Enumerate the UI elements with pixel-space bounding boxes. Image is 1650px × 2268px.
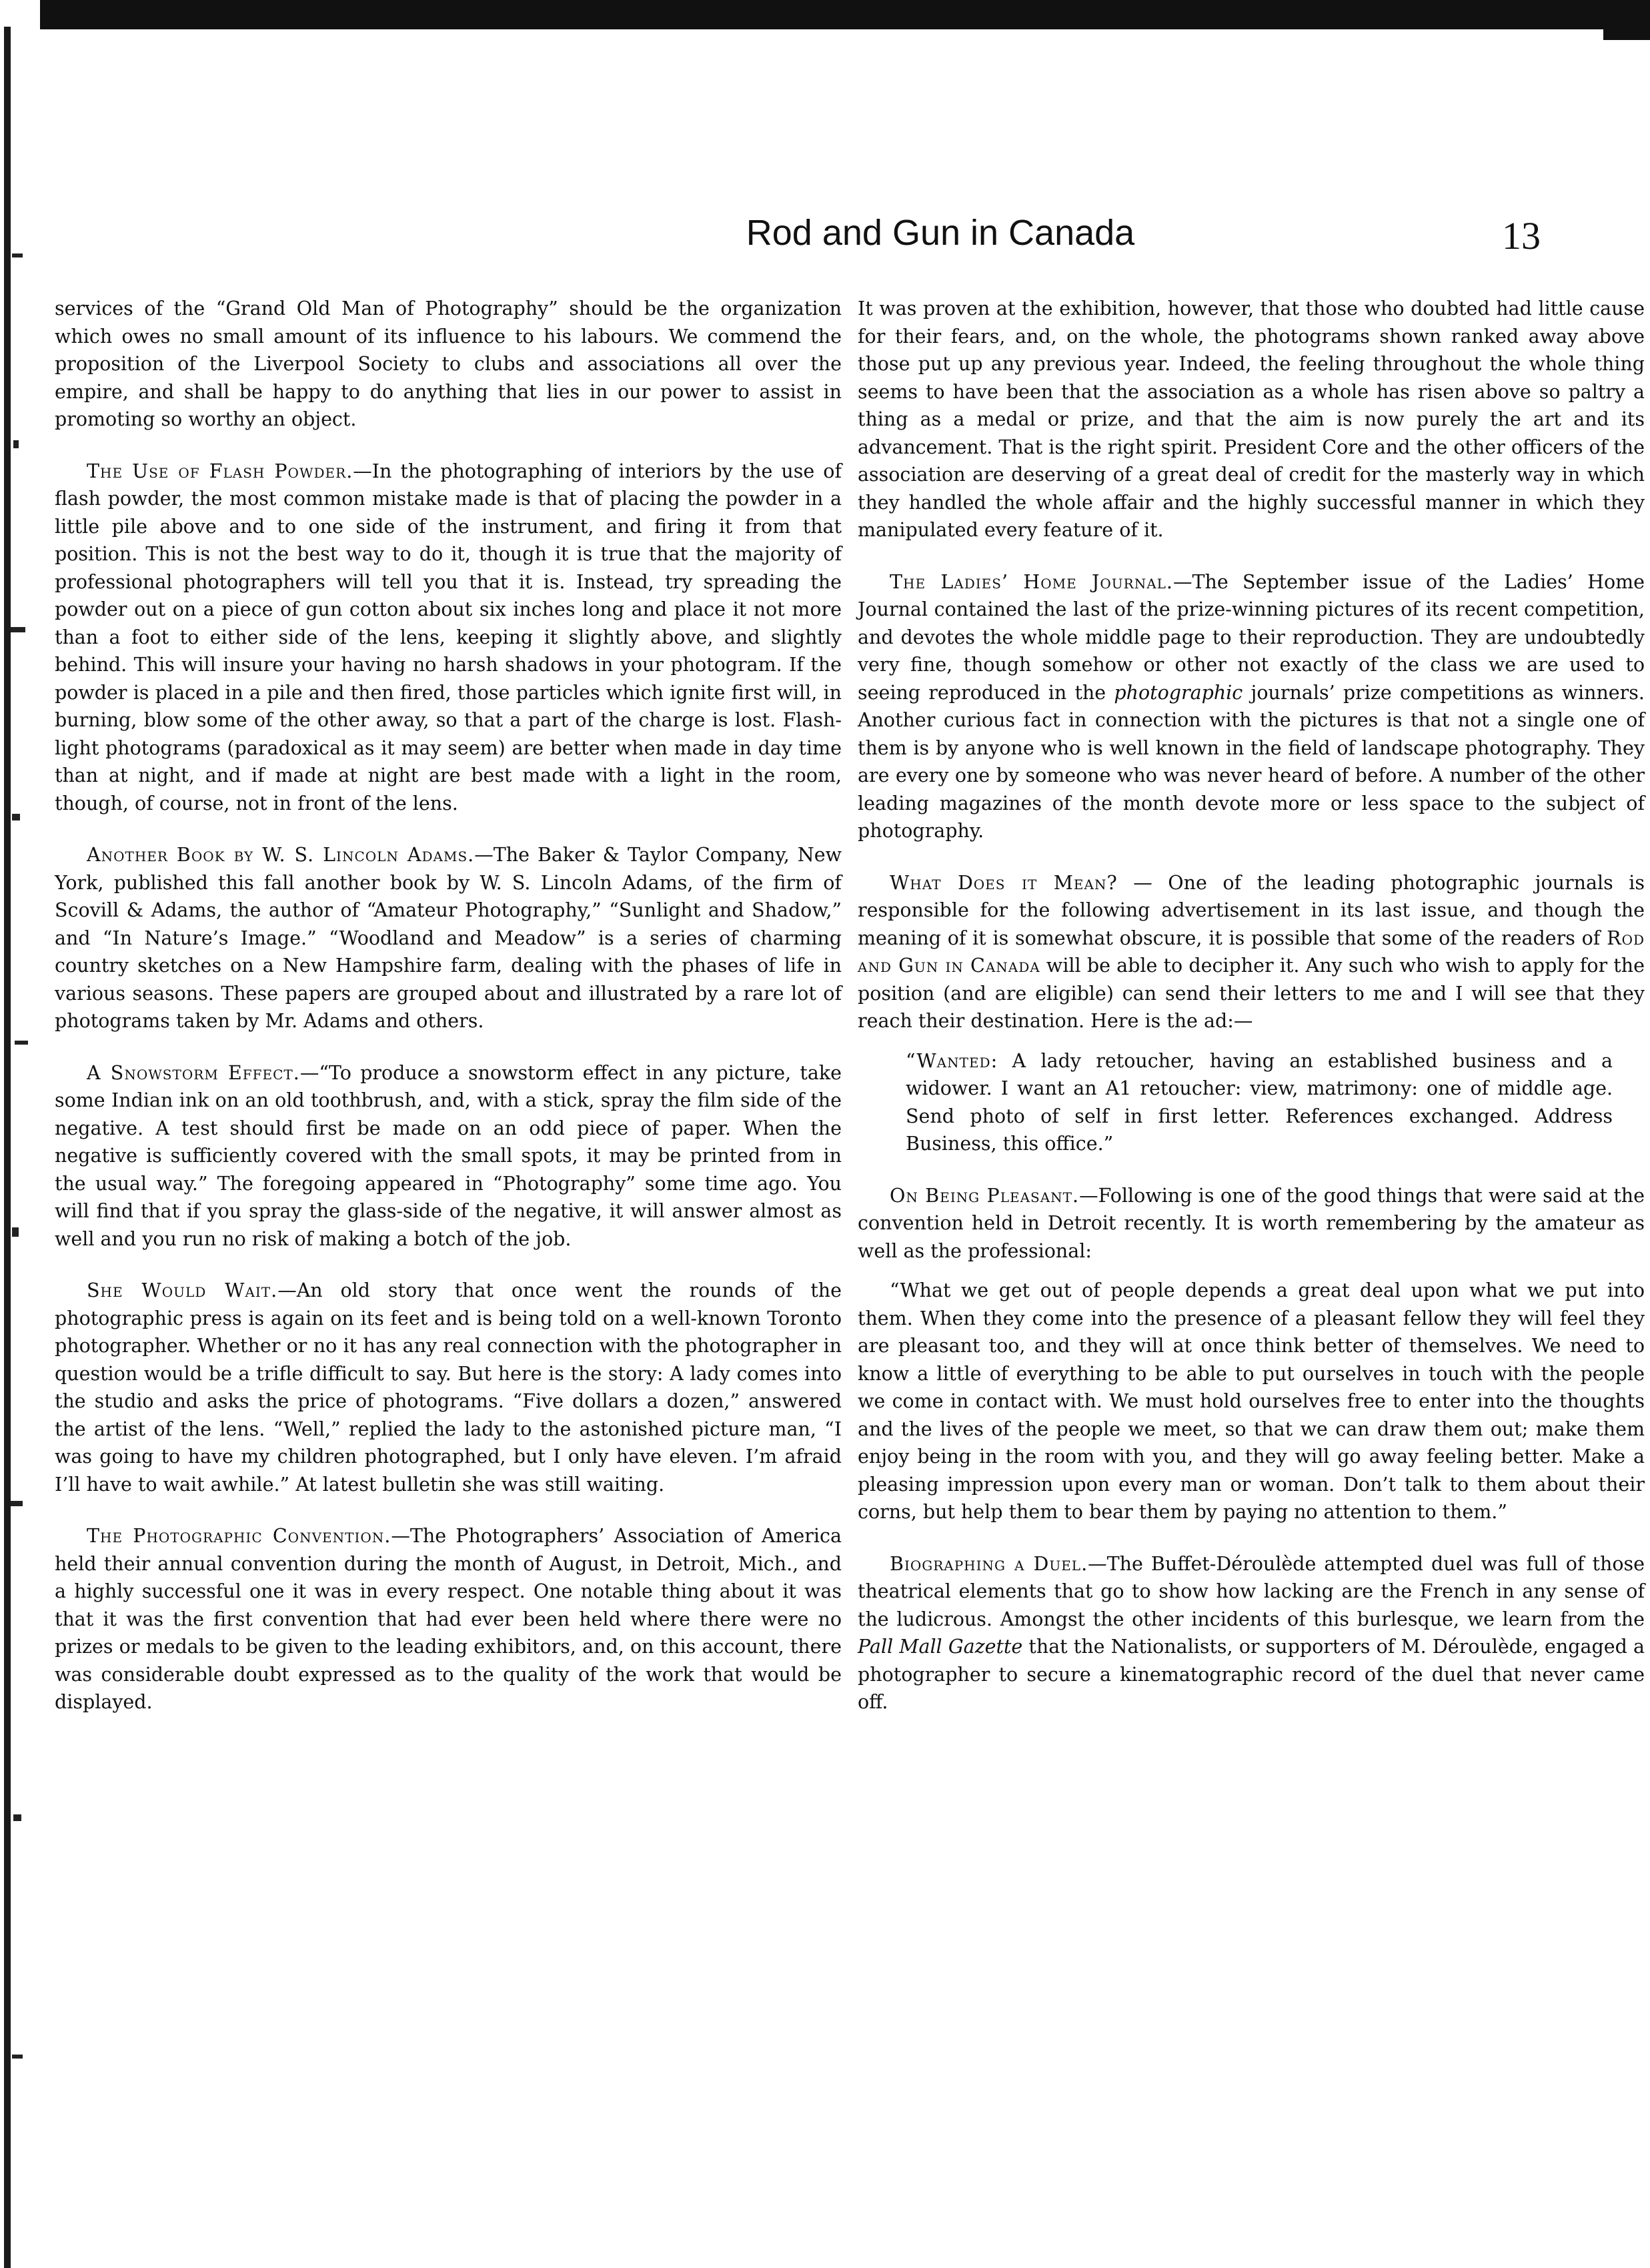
running-head: Rod and Gun in Canada [746,213,1135,253]
article-heading: What Does it Mean? [890,871,1118,894]
article-body: will be able to decipher it. Any such who wish to apply for the position (and are eligible) can send their letters to me and I will see that they reach their destination. Here is the ad:— [858,955,1645,1032]
article-paragraph [55,295,842,434]
left-column [55,295,842,1740]
article-what-does-it-mean [858,869,1645,1035]
article-body: that the Nationalists, or supporters of M. Déroulède, engaged a photographer to secure a kinematographic record of the duel that never came off. [858,1636,1645,1713]
article-heading: The Use of Flash Powder. [87,460,353,482]
article-heading: Biographing a Duel. [890,1552,1088,1575]
article-heading: A Snowstorm Effect. [87,1061,300,1084]
article-body: journals’ prize competitions as winners. Another curious fact in connection with the pictures is that not a single one of them is by anyone who is well known in the field of landscape photography. They are every one by someone who was never heard of before. A number of the other leading magazines of the month devote more or less space to the subject of photography. [858,681,1645,842]
binding-bar [4,27,11,2268]
binding-speckle [15,1041,28,1045]
article-body: —The Baker & Taylor Company, New York, published this fall another book by W. S. Lincoln Adams, of the firm of Scovill & Adams, the author of “Amateur Photography,” “Sunlight and Shadow,” and “In Nature’s Image.” “Woodland and Meadow” is a series of charming country sketches on a New Hampshire farm, dealing with the phases of life in various seasons. These papers are grouped about and illustrated by a rare lot of photograms taken by Mr. Adams and others. [55,844,842,1032]
article-body: —The September issue of the Ladies’ Home Journal contained the last of the prize-winning pictures of its recent competition, and devotes the whole middle page to their reproduction. They are undoubtedly very fine, though somehow or other not exactly of the class we are used to seeing reproduced in the [858,570,1645,704]
article-photographic-convention [55,1522,842,1716]
italic-word: photographic [1114,681,1243,704]
advertisement-quote [906,1047,1613,1158]
paragraph-text: services of the “Grand Old Man of Photography” should be the organization which owes no small amount of its influence to his labours. We commend the proposition of the Liverpool Society to clubs and associations all over the empire, and shall be happy to do anything that lies in our power to assist in promoting so worthy an object. [55,298,842,430]
top-corner-mark [1603,0,1650,40]
article-heading: The Photographic Convention. [87,1525,391,1547]
binding-speckle [13,1814,21,1821]
binding-speckle [12,814,20,820]
article-snowstorm-effect [55,1059,842,1253]
quote-body: “What we get out of people depends a great deal upon what we put into them. When they come into the presence of a pleasant fellow they will feel they are pleasant too, and they will at once think better of themselves. We need to know a little of everything to be able to put ourselves in touch with the people we come in contact with. We must hold ourselves free to enter into the thoughts and the lives of the people we meet, so that we can draw them out; make them enjoy being in the room with you, and they will go away feeling better. Make a pleasing impression upon every man or woman. Don’t talk to them about their corns, but help them to bear them by paying no attention to them.” [858,1279,1645,1523]
binding-speckle [11,1501,23,1506]
article-flash-powder [55,458,842,818]
binding-speckle [12,253,23,257]
paragraph-text: It was proven at the exhibition, however, that those who doubted had little cause for their fears, and, on the whole, the photograms shown ranked away above those put up any previous year. Indeed, the feeling throughout the whole thing seems to have been that the association as a whole has risen above so paltry a thing as a medal or prize, and that the aim is now purely the art and its advancement. That is the right spirit. President Core and the other officers of the association are deserving of a great deal of credit for the masterly way in which they handled the whole affair and the highly successful manner in which they manipulated every feature of it. [858,298,1645,541]
article-body: —The Photographers’ Association of America held their annual convention during the month of August, in Detroit, Mich., and a highly successful one it was in every respect. One notable thing about it was that it was the first convention that had ever been held where there were no prizes or medals to be given to the leading exhibitors, and, on this account, there was considerable doubt expressed as to the quality of the work that would be displayed. [55,1525,842,1713]
article-body: —In the photographing of interiors by the use of flash powder, the most common mistake made is that of placing the powder in a little pile above and to one side of the instrument, and firing it from that position. This is not the best way to do it, though it is true that the majority of professional photographers will tell you that it is. Instead, try spreading the powder out on a piece of gun cotton about six inches long and place it not more than a foot to either side of the lens, keeping it slightly above, and slightly behind. This will insure your having no harsh shadows in your photogram. If the powder is placed in a pile and then fired, those particles which ignite first will, in burning, blow some of the other away, so that a part of the charge is lost. Flash-light photograms (paradoxical as it may seem) are better when made in day time than at night, and if made at night are best made with a light in the room, though, of course, not in front of the lens. [55,460,842,814]
magazine-name: Rod and Gun in Canada [858,927,1645,977]
right-column [858,295,1645,1740]
binding-speckle [13,440,19,448]
article-heading: She Would Wait. [87,1279,278,1301]
article-heading: On Being Pleasant. [890,1184,1080,1207]
page-number: 13 [1502,214,1541,257]
italic-title: Pall Mall Gazette [858,1636,1023,1658]
article-biographing-a-duel [858,1550,1645,1716]
article-on-being-pleasant [858,1182,1645,1265]
article-ladies-home-journal [858,568,1645,845]
binding-speckle [12,1227,19,1237]
article-body: —Following is one of the good things that were said at the convention held in Detroit recently. It is worth remembering by the amateur as well as the professional: [858,1184,1645,1262]
article-body: —An old story that once went the rounds of the photographic press is again on its feet and is being told on a well-known Toronto photographer. Whether or no it has any real connection with the photographer in question would be a trifle difficult to say. But here is the story: A lady comes into the studio and asks the price of photograms. “Five dollars a dozen,” answered the artist of the lens. “Well,” replied the lady to the astonished picture man, “I was going to have my children photographed, but I only have eleven. I’m afraid I’ll have to wait awhile.” At latest bulletin she was still waiting. [55,1279,842,1496]
article-body: —“To produce a snowstorm effect in any picture, take some Indian ink on an old toothbrush, and, with a stick, spray the film side of the negative. A test should first be made on an odd piece of paper. When the negative is sufficiently covered with the small spots, it may be printed from in the usual way.” The foregoing appeared in “Photography” some time ago. You will find that if you spray the glass-side of the negative, it will answer almost as well and you run no risk of making a botch of the job. [55,1061,842,1250]
article-heading: The Ladies’ Home Journal. [890,570,1173,593]
binding-speckle [12,2055,23,2059]
binding-edge [0,27,40,2268]
binding-speckle [11,627,25,632]
top-border-rule [40,0,1650,29]
article-body: —The Buffet-Déroulède attempted duel was full of those theatrical elements that go to show how lacking are the French in any sense of the ludicrous. Amongst the other incidents of this burlesque, we learn from the [858,1552,1645,1630]
article-she-would-wait [55,1277,842,1498]
quoted-paragraph [858,1277,1645,1526]
article-another-book [55,841,842,1035]
article-heading: Another Book by W. S. Lincoln Adams. [87,844,475,866]
article-paragraph [858,295,1645,544]
quote-heading: “Wanted [906,1049,991,1072]
quote-body: : A lady retoucher, having an established business and a widower. I want an A1 retoucher: view, matrimony: one of middle age. Send photo of self in first letter. References exchanged. Address Business, this office.” [906,1049,1613,1155]
article-body: — One of the leading photographic journals is responsible for the following advertisement in its last issue, and though the meaning of it is somewhat obscure, it is possible that some of the readers of [858,871,1645,949]
